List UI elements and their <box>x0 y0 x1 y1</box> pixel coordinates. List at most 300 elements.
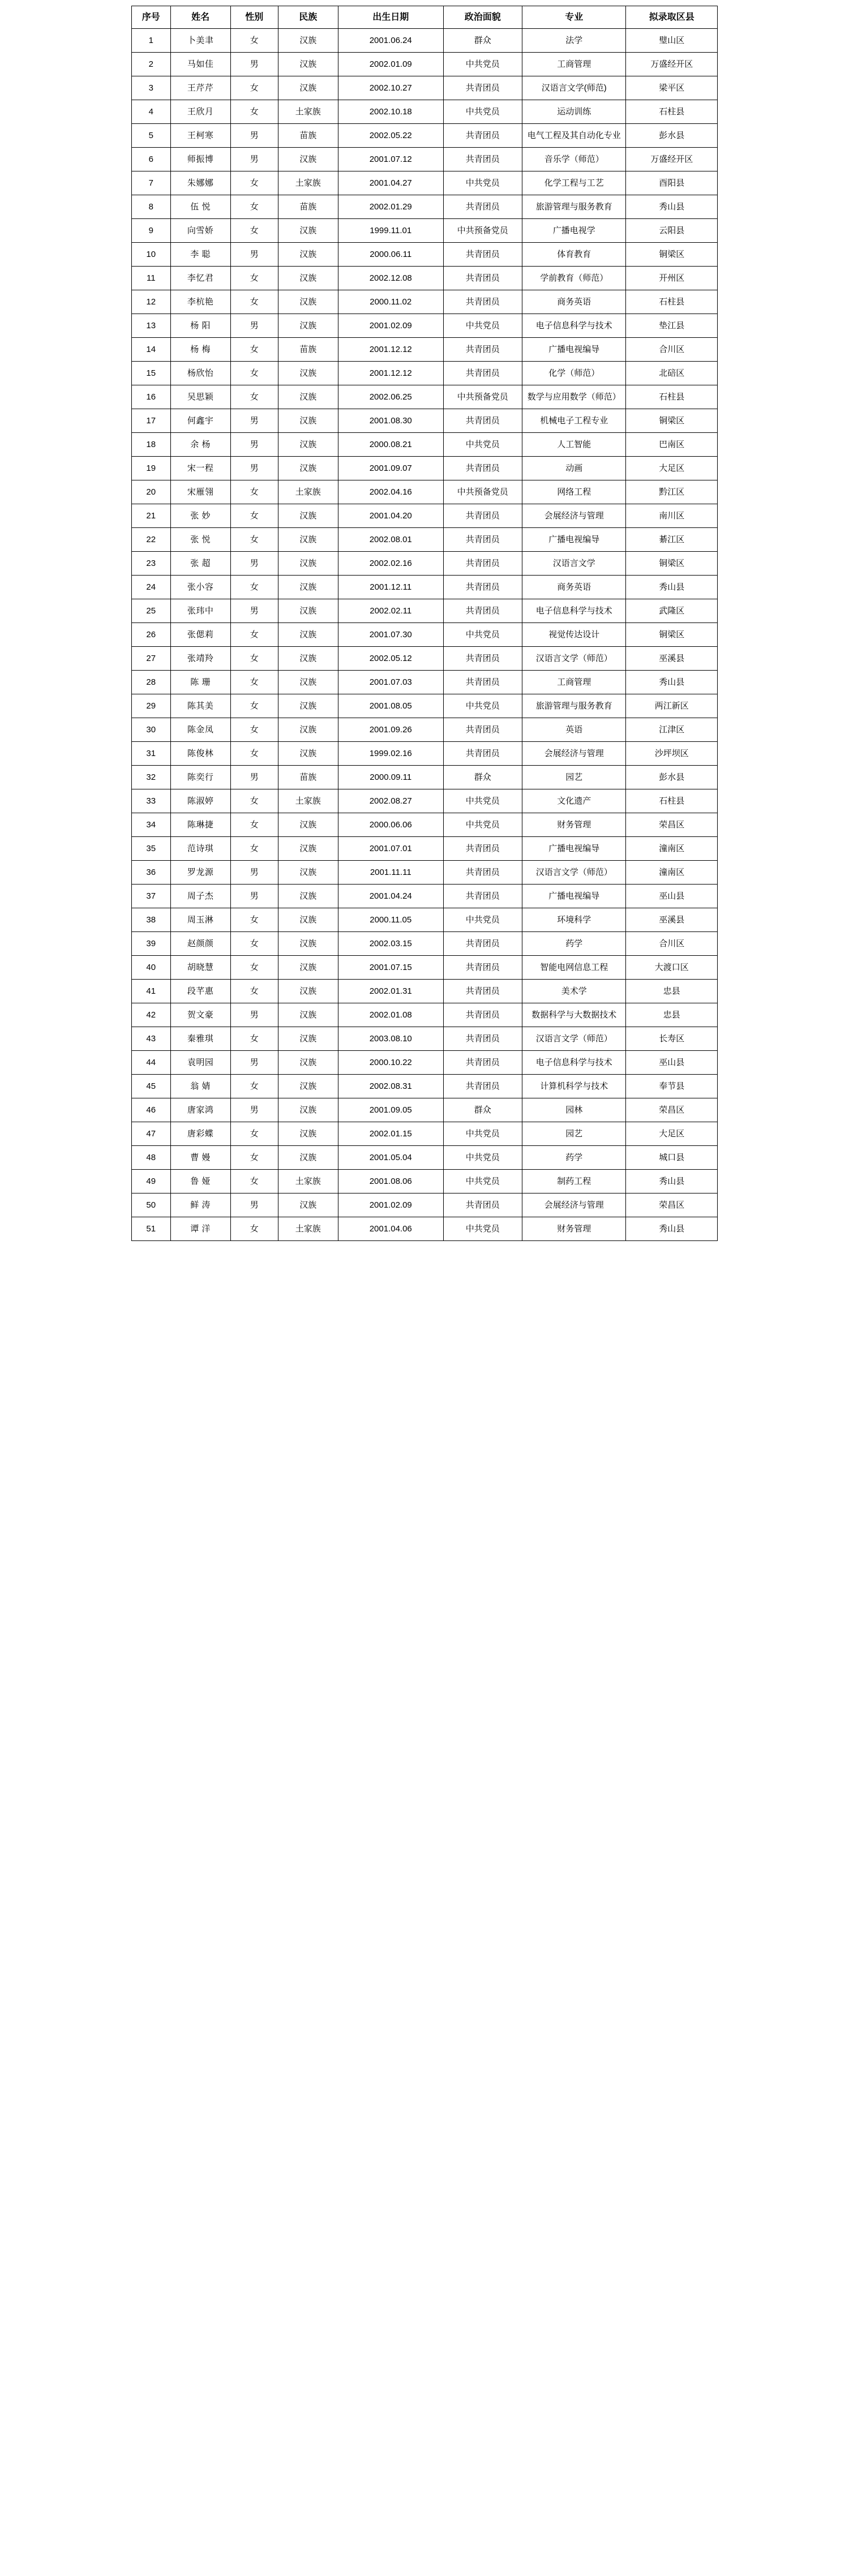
table-row <box>132 124 718 148</box>
cell-ethnicity: 土家族 <box>278 1170 338 1193</box>
cell-index: 12 <box>132 290 171 314</box>
cell-ethnicity: 汉族 <box>278 243 338 267</box>
cell-ethnicity: 汉族 <box>278 528 338 552</box>
cell-political-status: 共青团员 <box>443 1027 522 1051</box>
cell-ethnicity: 汉族 <box>278 623 338 647</box>
cell-name: 李 聪 <box>170 243 230 267</box>
table-row <box>132 623 718 647</box>
table-row <box>132 694 718 718</box>
cell-major: 化学工程与工艺 <box>522 171 626 195</box>
cell-ethnicity: 汉族 <box>278 457 338 480</box>
cell-political-status: 中共党员 <box>443 314 522 338</box>
cell-name: 陈其美 <box>170 694 230 718</box>
cell-name: 张玮中 <box>170 599 230 623</box>
cell-political-status: 中共预备党员 <box>443 219 522 243</box>
table-row <box>132 766 718 789</box>
table-row <box>132 148 718 171</box>
cell-name: 张 超 <box>170 552 230 576</box>
cell-name: 秦雅琪 <box>170 1027 230 1051</box>
table-row <box>132 1027 718 1051</box>
cell-ethnicity: 汉族 <box>278 718 338 742</box>
cell-ethnicity: 汉族 <box>278 409 338 433</box>
cell-major: 广播电视编导 <box>522 338 626 362</box>
cell-name: 唐彩蝶 <box>170 1122 230 1146</box>
cell-name: 宋一程 <box>170 457 230 480</box>
cell-major: 环境科学 <box>522 908 626 932</box>
table-row <box>132 76 718 100</box>
cell-index: 48 <box>132 1146 171 1170</box>
cell-name: 鲁 娅 <box>170 1170 230 1193</box>
cell-district: 云阳县 <box>626 219 718 243</box>
cell-ethnicity: 汉族 <box>278 837 338 861</box>
cell-ethnicity: 土家族 <box>278 480 338 504</box>
cell-district: 彭水县 <box>626 124 718 148</box>
table-row <box>132 385 718 409</box>
cell-major: 会展经济与管理 <box>522 1193 626 1217</box>
cell-ethnicity: 汉族 <box>278 813 338 837</box>
cell-district: 潼南区 <box>626 861 718 885</box>
cell-name: 张靖羚 <box>170 647 230 671</box>
cell-birthdate: 2002.04.16 <box>338 480 443 504</box>
cell-gender: 女 <box>230 956 278 980</box>
cell-political-status: 共青团员 <box>443 243 522 267</box>
cell-district: 梁平区 <box>626 76 718 100</box>
cell-gender: 男 <box>230 599 278 623</box>
cell-gender: 男 <box>230 433 278 457</box>
table-row <box>132 1098 718 1122</box>
cell-name: 李杭艳 <box>170 290 230 314</box>
cell-gender: 女 <box>230 813 278 837</box>
table-row <box>132 1122 718 1146</box>
cell-name: 吴思颖 <box>170 385 230 409</box>
cell-major: 运动训练 <box>522 100 626 124</box>
cell-birthdate: 2000.08.21 <box>338 433 443 457</box>
cell-birthdate: 2001.12.12 <box>338 338 443 362</box>
cell-major: 广播电视学 <box>522 219 626 243</box>
cell-political-status: 共青团员 <box>443 148 522 171</box>
cell-index: 30 <box>132 718 171 742</box>
cell-gender: 女 <box>230 908 278 932</box>
cell-name: 罗龙源 <box>170 861 230 885</box>
cell-index: 34 <box>132 813 171 837</box>
cell-index: 17 <box>132 409 171 433</box>
cell-political-status: 群众 <box>443 29 522 53</box>
cell-gender: 女 <box>230 1122 278 1146</box>
cell-birthdate: 1999.11.01 <box>338 219 443 243</box>
table-row <box>132 1217 718 1241</box>
cell-political-status: 共青团员 <box>443 980 522 1003</box>
cell-name: 张偲莉 <box>170 623 230 647</box>
cell-name: 鲜 涛 <box>170 1193 230 1217</box>
cell-political-status: 共青团员 <box>443 837 522 861</box>
column-header-district: 拟录取区县 <box>626 6 718 29</box>
cell-political-status: 共青团员 <box>443 457 522 480</box>
cell-index: 9 <box>132 219 171 243</box>
cell-major: 旅游管理与服务教育 <box>522 694 626 718</box>
column-header-index: 序号 <box>132 6 171 29</box>
cell-political-status: 中共党员 <box>443 433 522 457</box>
cell-political-status: 共青团员 <box>443 885 522 908</box>
cell-gender: 女 <box>230 76 278 100</box>
cell-birthdate: 2002.02.16 <box>338 552 443 576</box>
cell-birthdate: 2001.09.05 <box>338 1098 443 1122</box>
cell-name: 曹 嫚 <box>170 1146 230 1170</box>
cell-name: 唐家鸿 <box>170 1098 230 1122</box>
cell-ethnicity: 汉族 <box>278 1146 338 1170</box>
cell-birthdate: 2001.02.09 <box>338 314 443 338</box>
cell-political-status: 群众 <box>443 766 522 789</box>
column-header-major: 专业 <box>522 6 626 29</box>
cell-index: 20 <box>132 480 171 504</box>
cell-major: 旅游管理与服务教育 <box>522 195 626 219</box>
cell-index: 35 <box>132 837 171 861</box>
cell-major: 体育教育 <box>522 243 626 267</box>
cell-political-status: 共青团员 <box>443 1193 522 1217</box>
cell-ethnicity: 汉族 <box>278 742 338 766</box>
cell-name: 李忆君 <box>170 267 230 290</box>
cell-name: 张小容 <box>170 576 230 599</box>
cell-ethnicity: 汉族 <box>278 385 338 409</box>
cell-index: 44 <box>132 1051 171 1075</box>
cell-ethnicity: 汉族 <box>278 504 338 528</box>
table-row <box>132 338 718 362</box>
cell-index: 6 <box>132 148 171 171</box>
cell-birthdate: 2000.11.02 <box>338 290 443 314</box>
cell-political-status: 共青团员 <box>443 552 522 576</box>
cell-gender: 男 <box>230 766 278 789</box>
cell-major: 英语 <box>522 718 626 742</box>
cell-gender: 女 <box>230 742 278 766</box>
cell-gender: 女 <box>230 267 278 290</box>
cell-district: 大足区 <box>626 1122 718 1146</box>
cell-major: 药学 <box>522 932 626 956</box>
table-row <box>132 1193 718 1217</box>
cell-political-status: 中共党员 <box>443 908 522 932</box>
cell-gender: 女 <box>230 671 278 694</box>
cell-political-status: 共青团员 <box>443 742 522 766</box>
cell-index: 43 <box>132 1027 171 1051</box>
table-row <box>132 243 718 267</box>
cell-birthdate: 2002.10.18 <box>338 100 443 124</box>
cell-name: 陈俊林 <box>170 742 230 766</box>
cell-name: 翁 婧 <box>170 1075 230 1098</box>
cell-birthdate: 2002.01.15 <box>338 1122 443 1146</box>
table-row <box>132 789 718 813</box>
cell-name: 余 杨 <box>170 433 230 457</box>
cell-major: 财务管理 <box>522 813 626 837</box>
cell-major: 会展经济与管理 <box>522 504 626 528</box>
cell-major: 电子信息科学与技术 <box>522 599 626 623</box>
cell-name: 宋雁翎 <box>170 480 230 504</box>
cell-gender: 男 <box>230 552 278 576</box>
cell-political-status: 中共党员 <box>443 53 522 76</box>
cell-major: 动画 <box>522 457 626 480</box>
table-row <box>132 433 718 457</box>
cell-major: 工商管理 <box>522 671 626 694</box>
cell-political-status: 共青团员 <box>443 932 522 956</box>
cell-gender: 女 <box>230 385 278 409</box>
cell-district: 石柱县 <box>626 100 718 124</box>
cell-district: 铜梁区 <box>626 409 718 433</box>
cell-name: 陈 珊 <box>170 671 230 694</box>
cell-district: 两江新区 <box>626 694 718 718</box>
cell-district: 大足区 <box>626 457 718 480</box>
cell-gender: 男 <box>230 1098 278 1122</box>
cell-district: 铜梁区 <box>626 243 718 267</box>
cell-ethnicity: 汉族 <box>278 362 338 385</box>
cell-district: 万盛经开区 <box>626 148 718 171</box>
cell-major: 电子信息科学与技术 <box>522 314 626 338</box>
cell-district: 黔江区 <box>626 480 718 504</box>
cell-index: 37 <box>132 885 171 908</box>
cell-ethnicity: 汉族 <box>278 314 338 338</box>
cell-index: 2 <box>132 53 171 76</box>
cell-name: 赵颜颜 <box>170 932 230 956</box>
cell-political-status: 共青团员 <box>443 409 522 433</box>
cell-index: 3 <box>132 76 171 100</box>
cell-major: 学前教育（师范） <box>522 267 626 290</box>
cell-political-status: 共青团员 <box>443 647 522 671</box>
cell-political-status: 共青团员 <box>443 267 522 290</box>
cell-ethnicity: 汉族 <box>278 908 338 932</box>
table-row <box>132 362 718 385</box>
cell-political-status: 中共预备党员 <box>443 385 522 409</box>
cell-major: 汉语言文学 <box>522 552 626 576</box>
cell-major: 广播电视编导 <box>522 885 626 908</box>
cell-major: 制药工程 <box>522 1170 626 1193</box>
cell-gender: 女 <box>230 1217 278 1241</box>
cell-gender: 男 <box>230 861 278 885</box>
table-row <box>132 861 718 885</box>
cell-birthdate: 2001.07.30 <box>338 623 443 647</box>
cell-ethnicity: 苗族 <box>278 338 338 362</box>
column-header-birthdate: 出生日期 <box>338 6 443 29</box>
cell-major: 数学与应用数学（师范） <box>522 385 626 409</box>
cell-index: 25 <box>132 599 171 623</box>
table-body <box>132 29 718 1241</box>
cell-district: 荣昌区 <box>626 813 718 837</box>
cell-political-status: 共青团员 <box>443 576 522 599</box>
cell-ethnicity: 汉族 <box>278 1075 338 1098</box>
cell-political-status: 中共党员 <box>443 1170 522 1193</box>
cell-birthdate: 2001.07.12 <box>338 148 443 171</box>
cell-birthdate: 2001.09.26 <box>338 718 443 742</box>
table-row <box>132 576 718 599</box>
cell-index: 27 <box>132 647 171 671</box>
cell-major: 计算机科学与技术 <box>522 1075 626 1098</box>
cell-name: 贺文豪 <box>170 1003 230 1027</box>
cell-political-status: 中共预备党员 <box>443 480 522 504</box>
cell-district: 沙坪坝区 <box>626 742 718 766</box>
cell-birthdate: 2000.06.11 <box>338 243 443 267</box>
cell-district: 万盛经开区 <box>626 53 718 76</box>
cell-gender: 女 <box>230 576 278 599</box>
cell-birthdate: 2002.05.22 <box>338 124 443 148</box>
table-row <box>132 1170 718 1193</box>
cell-name: 谭 洋 <box>170 1217 230 1241</box>
cell-major: 文化遗产 <box>522 789 626 813</box>
table-row <box>132 409 718 433</box>
cell-political-status: 中共党员 <box>443 100 522 124</box>
cell-district: 忠县 <box>626 1003 718 1027</box>
cell-gender: 男 <box>230 243 278 267</box>
cell-birthdate: 2002.01.08 <box>338 1003 443 1027</box>
cell-gender: 女 <box>230 338 278 362</box>
cell-index: 29 <box>132 694 171 718</box>
cell-ethnicity: 汉族 <box>278 433 338 457</box>
cell-birthdate: 2001.12.12 <box>338 362 443 385</box>
table-row <box>132 647 718 671</box>
cell-index: 28 <box>132 671 171 694</box>
table-row <box>132 480 718 504</box>
cell-birthdate: 2000.10.22 <box>338 1051 443 1075</box>
cell-ethnicity: 土家族 <box>278 1217 338 1241</box>
cell-political-status: 共青团员 <box>443 362 522 385</box>
table-row <box>132 219 718 243</box>
cell-political-status: 共青团员 <box>443 671 522 694</box>
cell-index: 39 <box>132 932 171 956</box>
cell-district: 荣昌区 <box>626 1098 718 1122</box>
cell-district: 荣昌区 <box>626 1193 718 1217</box>
cell-political-status: 共青团员 <box>443 1003 522 1027</box>
cell-name: 王芹芹 <box>170 76 230 100</box>
cell-political-status: 中共党员 <box>443 1146 522 1170</box>
cell-gender: 男 <box>230 314 278 338</box>
cell-political-status: 共青团员 <box>443 290 522 314</box>
table-row <box>132 552 718 576</box>
cell-gender: 女 <box>230 1170 278 1193</box>
cell-name: 王欣月 <box>170 100 230 124</box>
table-row <box>132 267 718 290</box>
cell-ethnicity: 汉族 <box>278 885 338 908</box>
cell-gender: 女 <box>230 480 278 504</box>
cell-name: 陈金凤 <box>170 718 230 742</box>
cell-ethnicity: 汉族 <box>278 576 338 599</box>
cell-political-status: 中共党员 <box>443 694 522 718</box>
table-row <box>132 813 718 837</box>
cell-ethnicity: 汉族 <box>278 647 338 671</box>
column-header-political-status: 政治面貌 <box>443 6 522 29</box>
cell-gender: 男 <box>230 885 278 908</box>
recruitment-roster-table <box>131 6 718 1241</box>
cell-major: 药学 <box>522 1146 626 1170</box>
cell-index: 24 <box>132 576 171 599</box>
cell-ethnicity: 汉族 <box>278 1051 338 1075</box>
cell-district: 秀山县 <box>626 671 718 694</box>
cell-index: 18 <box>132 433 171 457</box>
cell-birthdate: 2001.11.11 <box>338 861 443 885</box>
cell-birthdate: 2001.05.04 <box>338 1146 443 1170</box>
cell-birthdate: 2001.04.20 <box>338 504 443 528</box>
cell-name: 袁明园 <box>170 1051 230 1075</box>
cell-gender: 男 <box>230 409 278 433</box>
cell-birthdate: 2001.07.15 <box>338 956 443 980</box>
cell-index: 19 <box>132 457 171 480</box>
cell-index: 42 <box>132 1003 171 1027</box>
cell-major: 财务管理 <box>522 1217 626 1241</box>
table-row <box>132 837 718 861</box>
table-row <box>132 457 718 480</box>
cell-index: 50 <box>132 1193 171 1217</box>
cell-political-status: 共青团员 <box>443 528 522 552</box>
cell-district: 长寿区 <box>626 1027 718 1051</box>
table-row <box>132 932 718 956</box>
cell-name: 卜美聿 <box>170 29 230 53</box>
cell-birthdate: 2002.05.12 <box>338 647 443 671</box>
cell-birthdate: 2002.08.27 <box>338 789 443 813</box>
cell-name: 范诗琪 <box>170 837 230 861</box>
cell-district: 石柱县 <box>626 290 718 314</box>
cell-ethnicity: 汉族 <box>278 148 338 171</box>
cell-political-status: 中共党员 <box>443 623 522 647</box>
cell-major: 商务英语 <box>522 290 626 314</box>
table-row <box>132 1003 718 1027</box>
cell-political-status: 中共党员 <box>443 813 522 837</box>
cell-name: 周子杰 <box>170 885 230 908</box>
cell-gender: 女 <box>230 290 278 314</box>
cell-birthdate: 2001.09.07 <box>338 457 443 480</box>
cell-ethnicity: 汉族 <box>278 1193 338 1217</box>
cell-major: 智能电网信息工程 <box>522 956 626 980</box>
cell-index: 22 <box>132 528 171 552</box>
cell-gender: 女 <box>230 100 278 124</box>
cell-district: 合川区 <box>626 338 718 362</box>
cell-district: 巫山县 <box>626 1051 718 1075</box>
cell-name: 师振博 <box>170 148 230 171</box>
cell-major: 园艺 <box>522 766 626 789</box>
column-header-name: 姓名 <box>170 6 230 29</box>
cell-district: 秀山县 <box>626 1217 718 1241</box>
cell-ethnicity: 苗族 <box>278 766 338 789</box>
cell-gender: 女 <box>230 29 278 53</box>
cell-ethnicity: 汉族 <box>278 1122 338 1146</box>
cell-district: 巴南区 <box>626 433 718 457</box>
cell-index: 5 <box>132 124 171 148</box>
cell-gender: 男 <box>230 1193 278 1217</box>
cell-name: 杨欣怡 <box>170 362 230 385</box>
cell-district: 奉节县 <box>626 1075 718 1098</box>
cell-gender: 女 <box>230 528 278 552</box>
cell-name: 陈琳捷 <box>170 813 230 837</box>
cell-index: 15 <box>132 362 171 385</box>
cell-name: 段芊惠 <box>170 980 230 1003</box>
cell-major: 汉语言文学（师范） <box>522 647 626 671</box>
table-row <box>132 528 718 552</box>
cell-ethnicity: 汉族 <box>278 980 338 1003</box>
cell-gender: 女 <box>230 694 278 718</box>
table-row <box>132 956 718 980</box>
cell-district: 忠县 <box>626 980 718 1003</box>
cell-ethnicity: 汉族 <box>278 671 338 694</box>
cell-birthdate: 2001.04.24 <box>338 885 443 908</box>
cell-political-status: 共青团员 <box>443 195 522 219</box>
cell-ethnicity: 汉族 <box>278 1098 338 1122</box>
cell-major: 化学（师范） <box>522 362 626 385</box>
cell-ethnicity: 土家族 <box>278 171 338 195</box>
table-row <box>132 29 718 53</box>
cell-political-status: 共青团员 <box>443 338 522 362</box>
cell-birthdate: 1999.02.16 <box>338 742 443 766</box>
cell-district: 秀山县 <box>626 576 718 599</box>
cell-gender: 女 <box>230 362 278 385</box>
cell-district: 巫溪县 <box>626 908 718 932</box>
cell-name: 伍 悦 <box>170 195 230 219</box>
table-row <box>132 314 718 338</box>
cell-ethnicity: 汉族 <box>278 219 338 243</box>
cell-ethnicity: 汉族 <box>278 290 338 314</box>
cell-district: 石柱县 <box>626 385 718 409</box>
cell-ethnicity: 汉族 <box>278 76 338 100</box>
